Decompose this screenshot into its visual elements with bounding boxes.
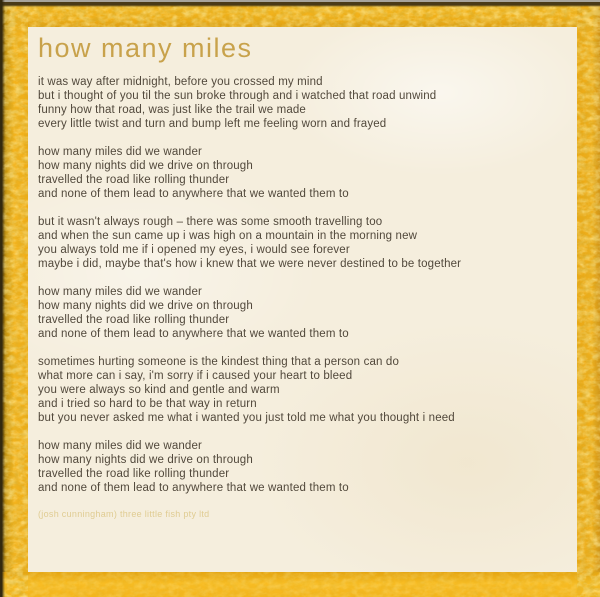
lyric-line: but i thought of you til the sun broke through and i watched that road unwind bbox=[38, 90, 437, 102]
lyric-line: sometimes hurting someone is the kindest thing that a person can do bbox=[38, 356, 400, 368]
lyric-line: how many miles did we wander bbox=[38, 286, 202, 298]
lyrics-panel bbox=[28, 27, 577, 572]
page-left-edge bbox=[0, 0, 5, 597]
lyric-line: what more can i say, i'm sorry if i caused your heart to bleed bbox=[38, 370, 353, 382]
gold-frame-right bbox=[577, 0, 600, 597]
lyric-line: travelled the road like rolling thunder bbox=[38, 468, 230, 480]
lyric-line: how many nights did we drive on through bbox=[38, 454, 253, 466]
lyric-line: you were always so kind and gentle and warm bbox=[38, 384, 280, 396]
lyric-line: travelled the road like rolling thunder bbox=[38, 314, 230, 326]
lyric-line: and none of them lead to anywhere that we wanted them to bbox=[38, 188, 349, 200]
lyric-line: how many nights did we drive on through bbox=[38, 300, 253, 312]
lyric-line: how many miles did we wander bbox=[38, 440, 202, 452]
lyric-line: travelled the road like rolling thunder bbox=[38, 174, 230, 186]
lyric-line: but you never asked me what i wanted you just told me what you thought i need bbox=[38, 412, 455, 424]
lyric-line: maybe i did, maybe that's how i knew that we were never destined to be together bbox=[38, 258, 462, 270]
lyrics-stanza-6-chorus bbox=[38, 439, 569, 495]
gold-frame-bottom bbox=[0, 572, 600, 597]
lyrics-stanza-1 bbox=[38, 75, 569, 131]
lyric-line: and i tried so hard to be that way in return bbox=[38, 398, 257, 410]
page-top-edge bbox=[0, 0, 600, 7]
lyric-line: but it wasn't always rough – there was some smooth travelling too bbox=[38, 216, 383, 228]
lyric-line: funny how that road, was just like the trail we made bbox=[38, 104, 306, 116]
lyrics-stanza-3 bbox=[38, 215, 569, 271]
lyric-line: it was way after midnight, before you crossed my mind bbox=[38, 76, 323, 88]
lyrics-stanza-2-chorus bbox=[38, 145, 569, 201]
song-title: how many miles bbox=[38, 33, 253, 63]
lyric-line: you always told me if i opened my eyes, i would see forever bbox=[38, 244, 350, 256]
gold-frame-left bbox=[0, 0, 28, 597]
lyrics-stanza-4-chorus bbox=[38, 285, 569, 341]
lyric-line: how many miles did we wander bbox=[38, 146, 202, 158]
lyric-line: and when the sun came up i was high on a mountain in the morning new bbox=[38, 230, 418, 242]
songwriter-credit: (josh cunningham) three little fish pty ltd bbox=[38, 509, 210, 519]
lyric-line: and none of them lead to anywhere that we wanted them to bbox=[38, 328, 349, 340]
lyric-line: and none of them lead to anywhere that we wanted them to bbox=[38, 482, 349, 494]
lyric-line: every little twist and turn and bump left me feeling worn and frayed bbox=[38, 118, 387, 130]
lyric-line: how many nights did we drive on through bbox=[38, 160, 253, 172]
gold-frame-top bbox=[0, 0, 600, 27]
lyrics-stanza-5 bbox=[38, 355, 569, 425]
